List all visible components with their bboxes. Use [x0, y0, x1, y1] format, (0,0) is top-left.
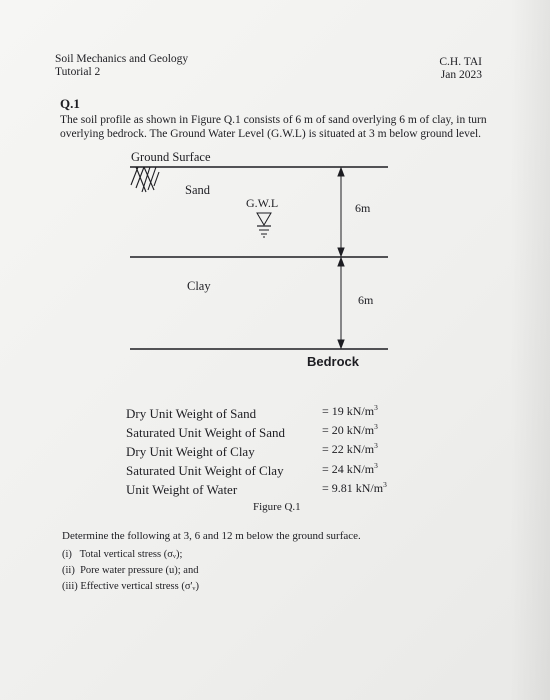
task-parts: [62, 547, 199, 595]
property-value: = 20 kN/m: [322, 423, 375, 438]
property-value: = 9.81 kN/m: [322, 480, 384, 495]
question-text-line-2: overlying bedrock. The Ground Water Level (G.W.L) is situated at 3 m below ground level.: [60, 128, 482, 140]
gwl-label: G.W.L: [246, 196, 279, 210]
bedrock-label: Bedrock: [307, 354, 360, 369]
property-values: [322, 402, 387, 498]
property-name: Dry Unit Weight of Sand: [126, 406, 257, 421]
property-names: [126, 404, 285, 499]
task-intro: Determine the following at 3, 6 and 12 m below the ground surface.: [62, 530, 361, 542]
property-value: = 24 kN/m: [322, 461, 375, 476]
property-value-row: [322, 421, 387, 440]
property-value-row: [322, 402, 387, 421]
clay-label: Clay: [187, 279, 211, 293]
author-name: C.H. TAI: [439, 56, 482, 68]
clay-depth-label: 6m: [358, 293, 374, 307]
property-value: = 22 kN/m: [322, 442, 375, 457]
question-text-line-1: The soil profile as shown in Figure Q.1 consists of 6 m of sand overlying 6 m of clay, in turn: [60, 114, 487, 126]
property-value-row: [322, 440, 387, 459]
property-name: Unit Weight of Water: [126, 482, 238, 497]
unit-exponent: 3: [374, 460, 378, 470]
question-number: Q.1: [60, 96, 80, 111]
property-name: Dry Unit Weight of Clay: [126, 444, 255, 459]
task-part: (iii) Effective vertical stress (σ'ᵥ): [62, 581, 199, 592]
sand-dimension-line: [338, 168, 344, 256]
unit-exponent: 3: [374, 441, 378, 451]
task-part: (ii) Pore water pressure (u); and: [62, 565, 199, 576]
date: Jan 2023: [440, 69, 482, 81]
tutorial-number: Tutorial 2: [55, 66, 101, 78]
unit-exponent: 3: [383, 479, 387, 489]
sand-label: Sand: [185, 183, 210, 197]
clay-dimension-line: [338, 258, 344, 348]
figure-caption: Figure Q.1: [253, 501, 301, 513]
unit-exponent: 3: [374, 422, 378, 432]
ground-surface-label: Ground Surface: [131, 150, 211, 164]
property-value: = 19 kN/m: [322, 404, 375, 418]
unit-exponent: 3: [374, 403, 378, 412]
property-value-row: [322, 460, 387, 479]
course-title: Soil Mechanics and Geology: [55, 53, 189, 65]
property-value-row: [322, 479, 387, 498]
property-name: Saturated Unit Weight of Clay: [126, 463, 284, 478]
water-table-icon: [257, 213, 271, 237]
ground-hatch-icon: [131, 167, 159, 192]
sand-depth-label: 6m: [355, 201, 371, 215]
page-edge-shadow: [510, 0, 550, 700]
task-part: (i) Total vertical stress (σᵥ);: [62, 549, 183, 560]
property-name: Saturated Unit Weight of Sand: [126, 425, 286, 440]
